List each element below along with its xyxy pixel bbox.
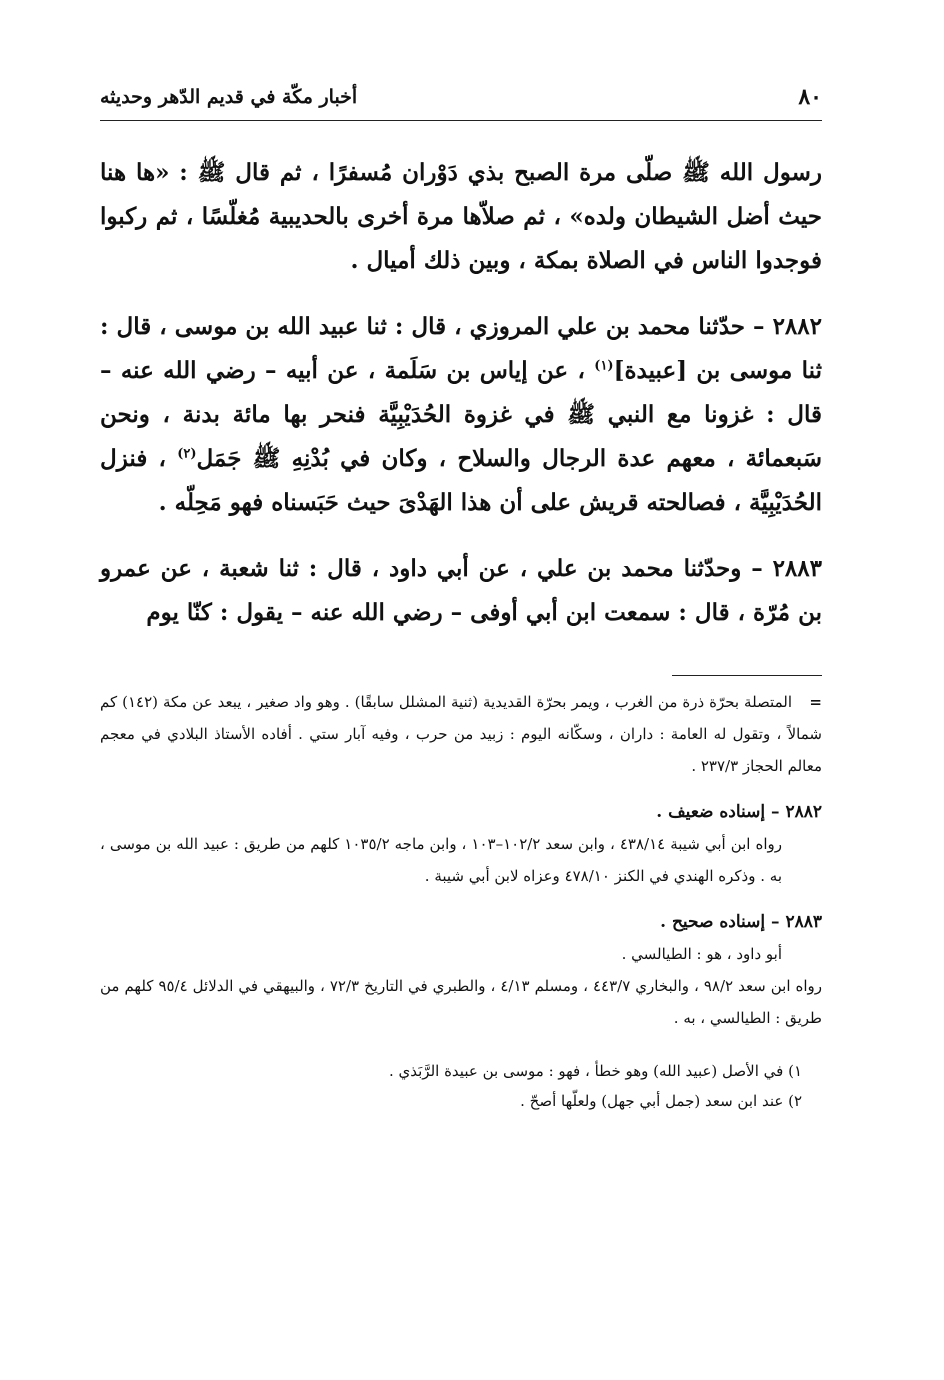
- continuation-mark: =: [809, 693, 822, 711]
- note-2882-heading: ٢٨٨٢ – إسناده ضعيف .: [656, 802, 822, 822]
- paragraph-2882-part-c: ، فنزل الحُدَيْبِيَّة ، فصالحته قريش على أن هذا الهَدْىَ حيث حَبَسناه فهو مَحِلّه .: [100, 445, 822, 516]
- book-title: أخبار مكّة في قديم الدّهر وحديثه: [100, 86, 358, 108]
- note-2883-heading: ٢٨٨٣ – إسناده صحيح .: [660, 912, 822, 932]
- footnote-1: ١) في الأصل (عبيد الله) وهو خطأ ، فهو : موسى بن عبيدة الرَّبَذي .: [388, 1062, 802, 1080]
- paragraph-continuation: رسول الله ﷺ صلّى مرة الصبح بذي دَوْران مُسفرًا ، ثم قال ﷺ : «ها هنا حيث أضل الشيطان ولده» ، ثم صلاّها مرة أخرى بالحديبية مُغلّسًا ، ثم ركبوا فوجدوا الناس في الصلاة بمكة ، وبين ذلك أميال .: [100, 159, 822, 274]
- paragraph-2882-part-a: ٢٨٨٢ – حدّثنا محمد بن علي المروزي ، قال : ثنا عبيد الله بن موسى ، قال : ثنا موسى بن [عبيدة]: [100, 313, 822, 384]
- paragraph-2883: ٢٨٨٣ – وحدّثنا محمد بن علي ، عن أبي داود ، قال : ثنا شعبة ، عن عمرو بن مُرّة ، قال : سمعت ابن أبي أوفى – رضي الله عنه – يقول : كنّا يوم: [100, 555, 822, 626]
- commentary-notes: [100, 686, 822, 1034]
- notes-divider: [672, 675, 822, 676]
- footnotes: [100, 1056, 822, 1116]
- note-2882-text: رواه ابن أبي شيبة ٤٣٨/١٤ ، وابن سعد ١٠٢/٢–١٠٣ ، وابن ماجه ١٠٣٥/٢ كلهم من طريق : عبيد الله بن موسى ، به . وذكره الهندي في الكنز ٤٧٨/١٠ وعزاه لابن أبي شيبة .: [100, 835, 782, 885]
- paragraph-2882: [100, 305, 822, 525]
- footnote-ref-1[interactable]: (١): [594, 358, 614, 374]
- footnote-2: ٢) عند ابن سعد (جمل أبي جهل) ولعلّها أصحّ .: [520, 1092, 802, 1110]
- paragraph-2882-part-b: ، عن إياس بن سَلَمة ، عن أبيه – رضي الله عنه – قال : غزونا مع النبي ﷺ في غزوة الحُدَيْبِيَّة فنحر بها مائة بدنة ، ونحن سَبعمائة ، معهم عدة الرجال والسلاح ، وكان في بُدْنِهِ ﷺ جَمَل: [100, 357, 823, 472]
- note-continuation-text: المتصلة بحرّة ذرة من الغرب ، ويمر بحرّة القديدية (ثنية المشلل سابقًا) . وهو واد صغير ، يبعد عن مكة (١٤٢) كم شمالاً ، وتقول له العامة : داران ، وسكّانه اليوم : زبيد من حرب ، وفيه آبار ستي . أفاده الأستاذ البلادي في معجم معالم الحجاز ٢٣٧/٣ .: [100, 693, 822, 775]
- note-2882: [100, 796, 822, 892]
- note-continuation: [100, 686, 822, 782]
- running-header: [100, 80, 822, 121]
- note-2883-text: رواه ابن سعد ٩٨/٢ ، والبخاري ٤٤٣/٧ ، ومسلم ٤/١٣ ، والطبري في التاريخ ٧٢/٣ ، والبيهقي في الدلائل ٩٥/٤ كلهم من طريق : الطيالسي ، به .: [100, 977, 822, 1027]
- document-page: [100, 80, 822, 1300]
- note-2883-line1: أبو داود ، هو : الطيالسي .: [621, 945, 782, 963]
- main-text: [100, 151, 822, 635]
- page-number: ٨٠: [798, 84, 822, 110]
- footnote-ref-2[interactable]: (٢): [177, 446, 197, 462]
- note-2883: [100, 906, 822, 1034]
